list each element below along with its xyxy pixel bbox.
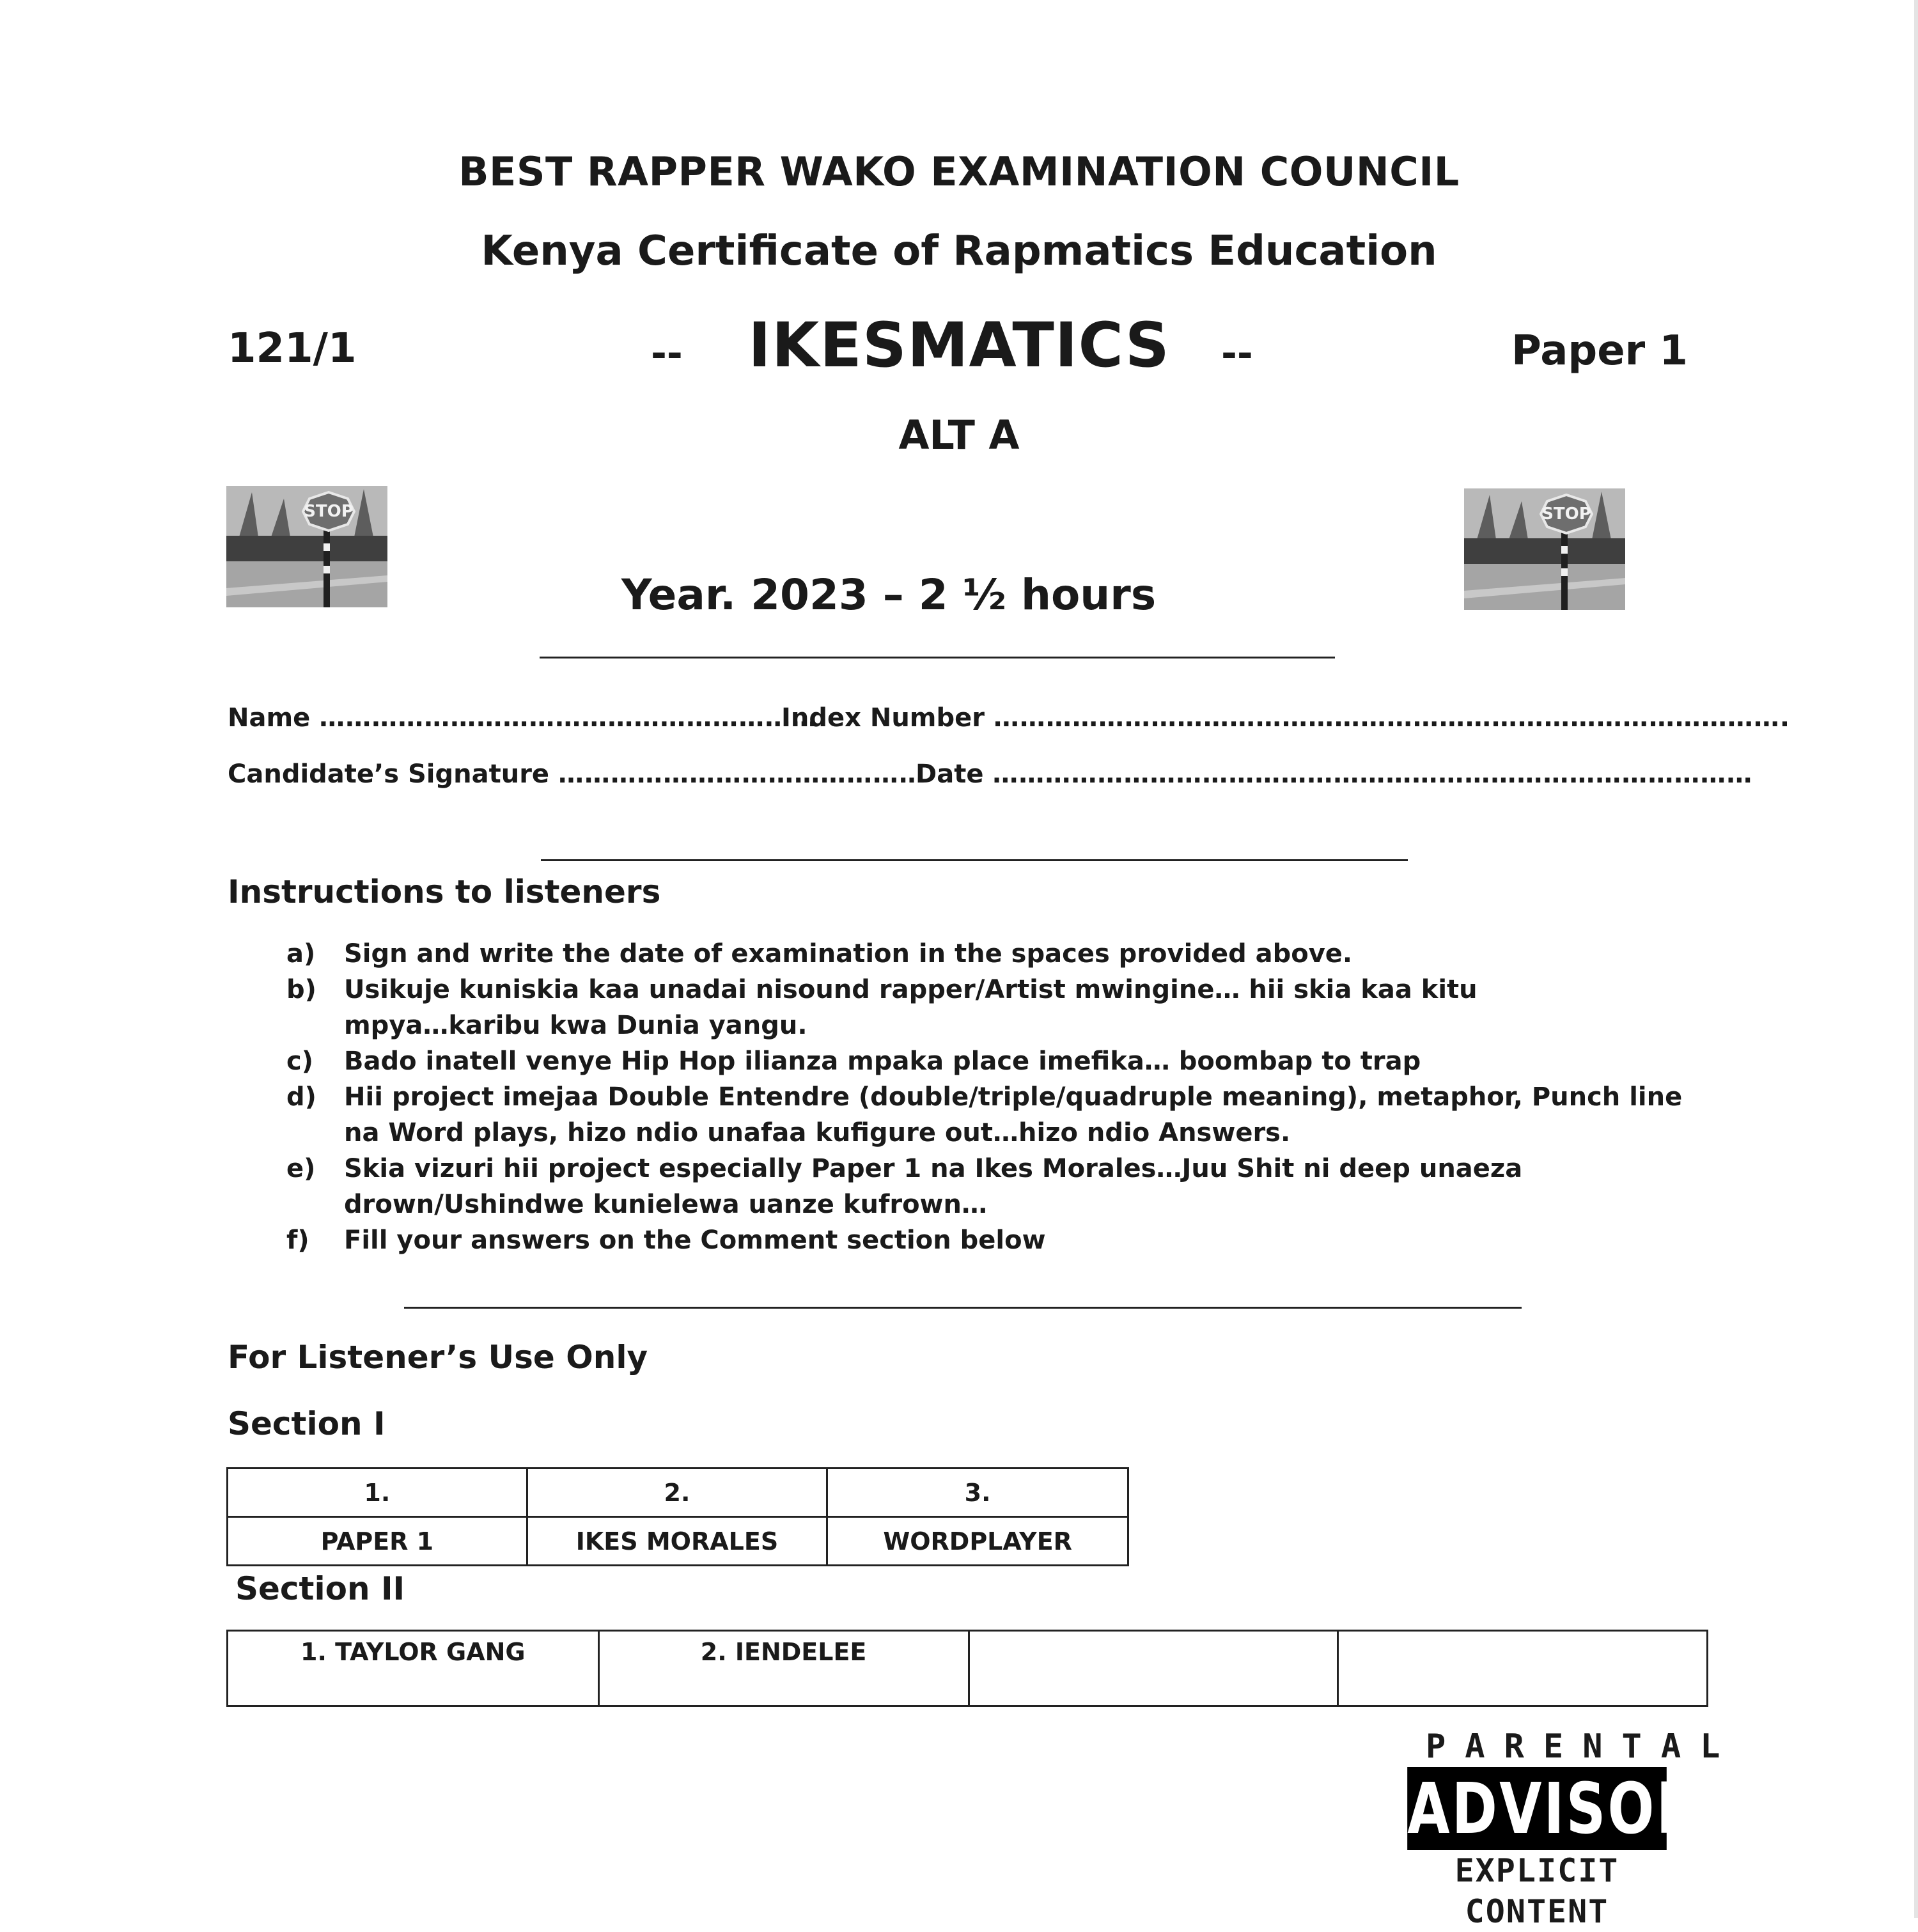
signature-field[interactable] — [228, 760, 925, 789]
divider-2 — [541, 859, 1408, 861]
section-1-title: Section I — [228, 1405, 386, 1442]
instruction-text: Usikuje kuniskia kaa unadai nisound rapper/Artist mwingine… hii skia kaa kitu mpya…karibu kwa Dunia yangu. — [344, 975, 1477, 1040]
divider-1 — [540, 657, 1335, 658]
date-dots: …………………………………………………………………………… — [992, 760, 1753, 789]
paper-code: 121/1 — [228, 325, 357, 372]
advisory-top-text: PARENTAL — [1426, 1727, 1740, 1766]
section-1-table — [226, 1467, 1129, 1566]
index-label: Index Number — [781, 703, 985, 733]
section-1-track: PAPER 1 — [228, 1517, 527, 1566]
date-label: Date — [916, 760, 984, 789]
divider-3 — [404, 1307, 1522, 1309]
instruction-text: Bado inatell venye Hip Hop ilianza mpaka place imefika… boombap to trap — [344, 1047, 1421, 1076]
dash-right: -- — [1221, 331, 1253, 376]
instruction-text: Fill your answers on the Comment section below — [344, 1226, 1046, 1255]
section-2-table — [226, 1630, 1708, 1707]
page-edge — [1914, 0, 1918, 1918]
section-2-title: Section II — [235, 1570, 405, 1607]
section-2-cell — [969, 1631, 1338, 1706]
instruction-text: Skia vizuri hii project especially Paper 1 na Ikes Morales…Juu Shit ni deep unaeza drown/Ushindwe kunielewa uanze kufrown… — [344, 1154, 1523, 1219]
stop-sign-text: STOP — [1541, 504, 1591, 524]
instruction-label: a) — [286, 939, 316, 969]
instructions-list — [286, 936, 1706, 1268]
section-1-number: 1. — [228, 1468, 527, 1517]
signature-label: Candidate’s Signature — [228, 760, 550, 789]
council-title: BEST RAPPER WAKO EXAMINATION COUNCIL — [458, 148, 1460, 195]
instruction-label: f) — [286, 1226, 309, 1255]
instruction-label: c) — [286, 1047, 313, 1076]
section-1-track: WORDPLAYER — [827, 1517, 1128, 1566]
section-1-number: 2. — [527, 1468, 827, 1517]
alt-label: ALT A — [898, 412, 1020, 458]
name-field[interactable] — [228, 703, 817, 733]
listener-use-heading: For Listener’s Use Only — [228, 1339, 648, 1376]
section-2-cell: 2. IENDELEE — [598, 1631, 969, 1706]
paper-number: Paper 1 — [1511, 327, 1688, 375]
index-number-field[interactable] — [781, 703, 1790, 733]
instruction-text: Sign and write the date of examination in the spaces provided above. — [344, 939, 1353, 969]
advisory-middle-text: ADVISORY — [1407, 1768, 1740, 1850]
instruction-text: Hii project imejaa Double Entendre (double/triple/quadruple meaning), metaphor, Punch line na Word plays, hizo ndio unafaa kufigure out…hizo ndio Answers. — [344, 1082, 1683, 1148]
name-label: Name — [228, 703, 311, 733]
certificate-title: Kenya Certificate of Rapmatics Education — [481, 228, 1437, 275]
index-dots: ………………………………………………………………………………. — [993, 703, 1791, 733]
section-1-track-row — [228, 1517, 1128, 1566]
name-dots: ………………………………………………… — [319, 703, 818, 733]
section-2-row — [228, 1631, 1708, 1706]
exam-year-duration: Year. 2023 – 2 ½ hours — [621, 570, 1157, 619]
section-1-track: IKES MORALES — [527, 1517, 827, 1566]
section-2-cell — [1338, 1631, 1708, 1706]
section-1-number-row — [228, 1468, 1128, 1517]
instruction-label: b) — [286, 975, 316, 1004]
dash-left: -- — [651, 331, 683, 376]
section-2-cell: 1. TAYLOR GANG — [228, 1631, 599, 1706]
instruction-label: d) — [286, 1082, 316, 1112]
subject-title: IKESMATICS — [748, 309, 1170, 381]
instruction-label: e) — [286, 1154, 316, 1183]
signature-dots: …………………………………… — [557, 760, 925, 789]
stop-sign-text: STOP — [304, 502, 354, 521]
parental-advisory-label — [1407, 1726, 1740, 1930]
instructions-heading: Instructions to listeners — [228, 873, 661, 910]
advisory-bottom-text: EXPLICIT CONTENT — [1454, 1852, 1619, 1930]
section-1-number: 3. — [827, 1468, 1128, 1517]
date-field[interactable] — [916, 760, 1752, 789]
